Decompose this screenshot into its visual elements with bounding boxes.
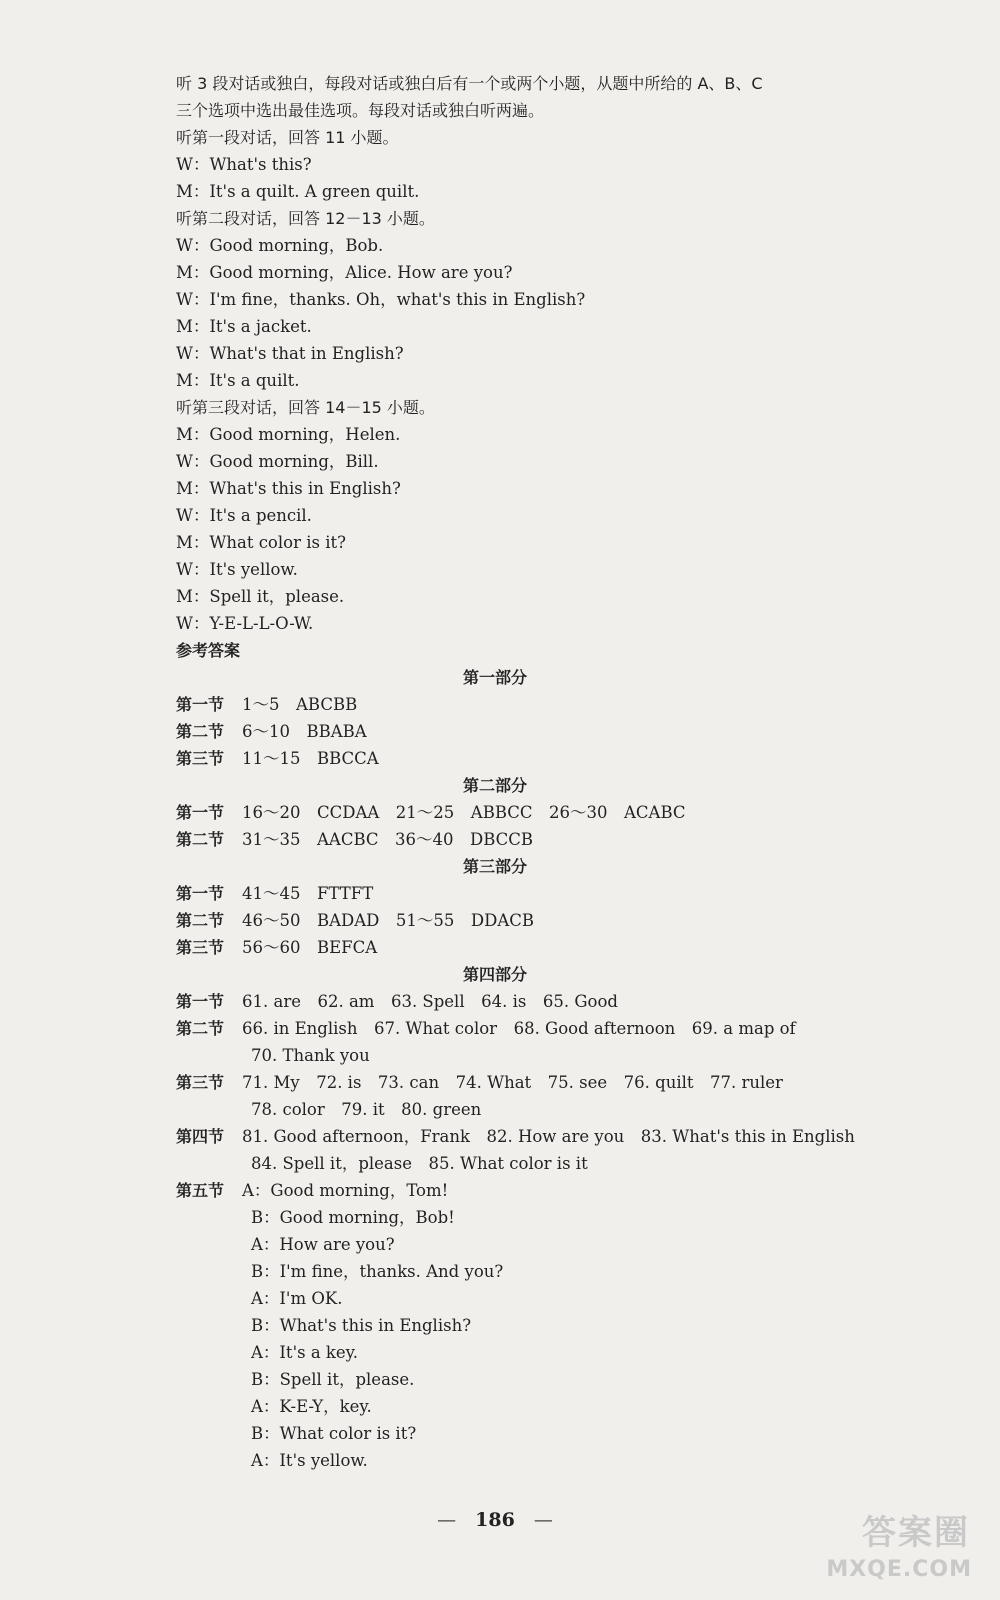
section-label: 第二节 — [176, 830, 225, 849]
section-answers: 56～60 BEFCA — [242, 938, 378, 957]
section-label: 第三节 — [176, 749, 225, 768]
section-label: 第四节 — [176, 1127, 225, 1146]
section-label: 第三节 — [176, 938, 225, 957]
dialog-line: M：It's a jacket. — [176, 317, 312, 336]
dialog-line: B：What's this in English? — [251, 1316, 472, 1335]
answer-row — [176, 1069, 783, 1096]
section-answers: 46～50 BADAD 51～55 DDACB — [242, 911, 535, 930]
dialog-line: A：How are you? — [251, 1235, 395, 1254]
answer-row — [176, 691, 357, 718]
answer-row — [176, 934, 377, 961]
dialog-line: A：It's yellow. — [251, 1451, 368, 1470]
answers-title: 参考答案 — [176, 641, 241, 660]
section-label: 第一节 — [176, 884, 225, 903]
section-label: 第一节 — [176, 992, 225, 1011]
dialog-line: A：I'm OK. — [251, 1289, 343, 1308]
section-answers: 11～15 BBCCA — [242, 749, 379, 768]
section-answers-continued: 84. Spell it，please 85. What color is it — [251, 1154, 588, 1173]
section-answers: 31～35 AACBC 36～40 DBCCB — [242, 830, 534, 849]
page-number: — 186 — — [437, 1509, 553, 1531]
answer-row — [176, 799, 686, 826]
dialog-line: M：What's this in English? — [176, 479, 401, 498]
answer-row — [176, 880, 373, 907]
dialog-line: M：Spell it，please. — [176, 587, 345, 606]
page-number-value: 186 — [475, 1509, 515, 1531]
dialog-line: M：It's a quilt. A green quilt. — [176, 182, 420, 201]
answer-row — [176, 1123, 855, 1150]
section-answers: 1～5 ABCBB — [242, 695, 358, 714]
watermark-url: MXQE.COM — [826, 1557, 972, 1582]
part2-heading: 第二部分 — [462, 776, 527, 795]
dialog-line: B：Spell it，please. — [251, 1370, 415, 1389]
answer-row — [176, 1015, 796, 1042]
dialog-line: B：What color is it? — [251, 1424, 417, 1443]
dialog-line: M：Good morning，Helen. — [176, 425, 401, 444]
dialog-line: M：It's a quilt. — [176, 371, 300, 390]
answer-row — [176, 718, 367, 745]
dialog-line: W：What's that in English? — [176, 344, 404, 363]
dialog-line: W：Good morning，Bob. — [176, 236, 384, 255]
section-label: 第二节 — [176, 911, 225, 930]
intro-line-2: 三个选项中选出最佳选项。每段对话或独白听两遍。 — [176, 101, 545, 120]
answer-row — [176, 745, 379, 772]
dialog1-instruction: 听第一段对话，回答 11 小题。 — [176, 128, 399, 147]
dialog-line: W：What's this? — [176, 155, 312, 174]
section-label: 第二节 — [176, 722, 225, 741]
part4-heading: 第四部分 — [462, 965, 527, 984]
section-answers: 81. Good afternoon，Frank 82. How are you 83. What's this in English — [242, 1127, 855, 1146]
answer-row — [176, 907, 534, 934]
section-label: 第一节 — [176, 695, 225, 714]
intro-line-1: 听 3 段对话或独白，每段对话或独白后有一个或两个小题，从题中所给的 A、B、C — [176, 74, 763, 93]
section-label: 第三节 — [176, 1073, 225, 1092]
dialog2-instruction: 听第二段对话，回答 12－13 小题。 — [176, 209, 435, 228]
section-answers: 71. My 72. is 73. can 74. What 75. see 76. quilt 77. ruler — [242, 1073, 783, 1092]
section-answers: 41～45 FTTFT — [242, 884, 374, 903]
dialog-line: M：What color is it? — [176, 533, 346, 552]
dialog-line: A：It's a key. — [251, 1343, 359, 1362]
watermark-logo: 答案圈 — [862, 1513, 970, 1553]
dialog-line: A：Good morning，Tom! — [242, 1181, 449, 1200]
dialog-line: W：Good morning，Bill. — [176, 452, 379, 471]
section-answers: 16～20 CCDAA 21～25 ABBCC 26～30 ACABC — [242, 803, 686, 822]
dialog-line: W：I'm fine，thanks. Oh，what's this in English? — [176, 290, 586, 309]
dialog-line: B：I'm fine，thanks. And you? — [251, 1262, 504, 1281]
section-label: 第二节 — [176, 1019, 225, 1038]
section-label: 第五节 — [176, 1181, 225, 1200]
dialog3-instruction: 听第三段对话，回答 14－15 小题。 — [176, 398, 435, 417]
section-answers: 61. are 62. am 63. Spell 64. is 65. Good — [242, 992, 618, 1011]
dialog-line: M：Good morning，Alice. How are you? — [176, 263, 513, 282]
dialog-line: W：It's yellow. — [176, 560, 298, 579]
section-answers-continued: 78. color 79. it 80. green — [251, 1100, 482, 1119]
dialog-line: W：Y-E-L-L-O-W. — [176, 614, 314, 633]
dialog-line: B：Good morning，Bob! — [251, 1208, 455, 1227]
answer-row — [176, 1177, 448, 1204]
answer-row — [176, 826, 533, 853]
section-answers-continued: 70. Thank you — [251, 1046, 370, 1065]
section-label: 第一节 — [176, 803, 225, 822]
part1-heading: 第一部分 — [462, 668, 527, 687]
section-answers: 6～10 BBABA — [242, 722, 367, 741]
dialog-line: A：K-E-Y，key. — [251, 1397, 372, 1416]
dialog-line: W：It's a pencil. — [176, 506, 312, 525]
section-answers: 66. in English 67. What color 68. Good afternoon 69. a map of — [242, 1019, 796, 1038]
answer-row — [176, 988, 618, 1015]
part3-heading: 第三部分 — [462, 857, 527, 876]
